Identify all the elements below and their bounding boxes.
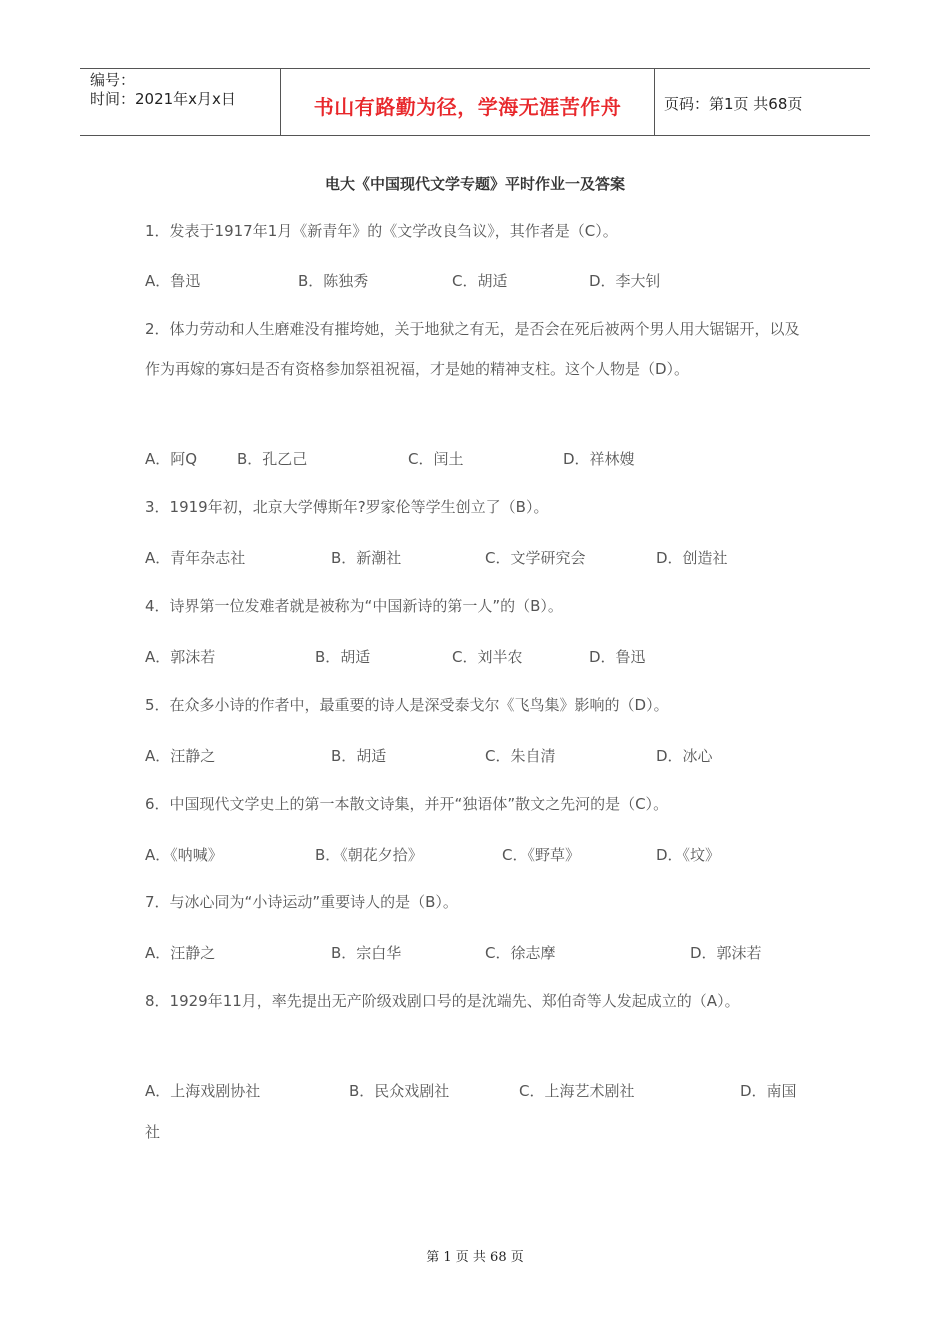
options-7 (145, 942, 825, 968)
options-8 (145, 1080, 825, 1106)
option-c: C．刘半农 (452, 648, 523, 666)
option-d: D．冰心 (656, 747, 713, 765)
question-3: 3．1919年初，北京大学傅斯年?罗家伦等学生创立了（B）。 (145, 498, 549, 516)
option-c: C．文学研究会 (485, 549, 586, 567)
options-3 (145, 547, 825, 573)
option-c: C．朱自清 (485, 747, 556, 765)
option-c: C．胡适 (452, 272, 508, 290)
question-6: 6．中国现代文学史上的第一本散文诗集，并开“独语体”散文之先河的是（C）。 (145, 795, 669, 813)
options-2 (145, 448, 825, 474)
option-b: B．《朝花夕拾》 (315, 846, 423, 864)
header-page-info: 页码：第1页 共68页 (664, 95, 803, 113)
options-6 (145, 844, 825, 870)
option-b: B．民众戏剧社 (349, 1082, 450, 1100)
option-c: C．《野草》 (502, 846, 580, 864)
option-a: A．阿Q (145, 450, 198, 468)
number-label: 编号： (90, 71, 136, 89)
option-d: D．鲁迅 (589, 648, 646, 666)
options-4 (145, 646, 825, 672)
option-b: B．孔乙己 (237, 450, 308, 468)
question-2: 2．体力劳动和人生磨难没有摧垮她，关于地狱之有无，是否会在死后被两个男人用大锯锯开，以及作为再嫁的寡妇是否有资格参加祭祖祝福，才是她的精神支柱。这个人物是（D）。 (145, 320, 800, 378)
question-5: 5．在众多小诗的作者中，最重要的诗人是深受泰戈尔《飞鸟集》影响的（D）。 (145, 696, 669, 714)
options-5 (145, 745, 825, 771)
option-a: A．青年杂志社 (145, 549, 246, 567)
header-meta (90, 71, 236, 109)
option-d-continuation: 社 (145, 1123, 161, 1141)
option-a: A．鲁迅 (145, 272, 201, 290)
option-d: D．郭沫若 (690, 944, 762, 962)
option-d: D．祥林嫂 (563, 450, 635, 468)
option-a: A．上海戏剧协社 (145, 1082, 261, 1100)
question-7: 7．与冰心同为“小诗运动”重要诗人的是（B）。 (145, 893, 458, 911)
option-b: B．宗白华 (331, 944, 402, 962)
option-a: A．汪静之 (145, 747, 216, 765)
option-b: B．胡适 (315, 648, 371, 666)
page-footer: 第 1 页 共 68 页 (426, 1250, 524, 1265)
document-title: 电大《中国现代文学专题》平时作业一及答案 (324, 175, 625, 193)
option-b: B．陈独秀 (298, 272, 369, 290)
option-c: C．闰土 (408, 450, 464, 468)
page-header (80, 68, 870, 136)
question-1: 1．发表于1917年1月《新青年》的《文学改良刍议》，其作者是（C）。 (145, 222, 618, 240)
option-d: D．创造社 (656, 549, 728, 567)
option-b: B．新潮社 (331, 549, 402, 567)
header-divider (654, 69, 655, 136)
option-c: C．徐志摩 (485, 944, 556, 962)
option-b: B．胡适 (331, 747, 387, 765)
option-c: C．上海艺术剧社 (519, 1082, 635, 1100)
header-motto: 书山有路勤为径，学海无涯苦作舟 (313, 95, 622, 119)
option-a: A．《呐喊》 (145, 846, 223, 864)
option-d: D．南国 (740, 1082, 797, 1100)
time-label: 时间：2021年x月x日 (90, 90, 236, 108)
options-1 (145, 270, 825, 296)
question-8: 8．1929年11月，率先提出无产阶级戏剧口号的是沈端先、郑伯奇等人发起成立的（A）。 (145, 992, 740, 1010)
option-d: D．《坟》 (656, 846, 721, 864)
option-a: A．汪静之 (145, 944, 216, 962)
question-4: 4．诗界第一位发难者就是被称为“中国新诗的第一人”的（B）。 (145, 597, 563, 615)
option-d: D．李大钊 (589, 272, 661, 290)
option-a: A．郭沫若 (145, 648, 216, 666)
